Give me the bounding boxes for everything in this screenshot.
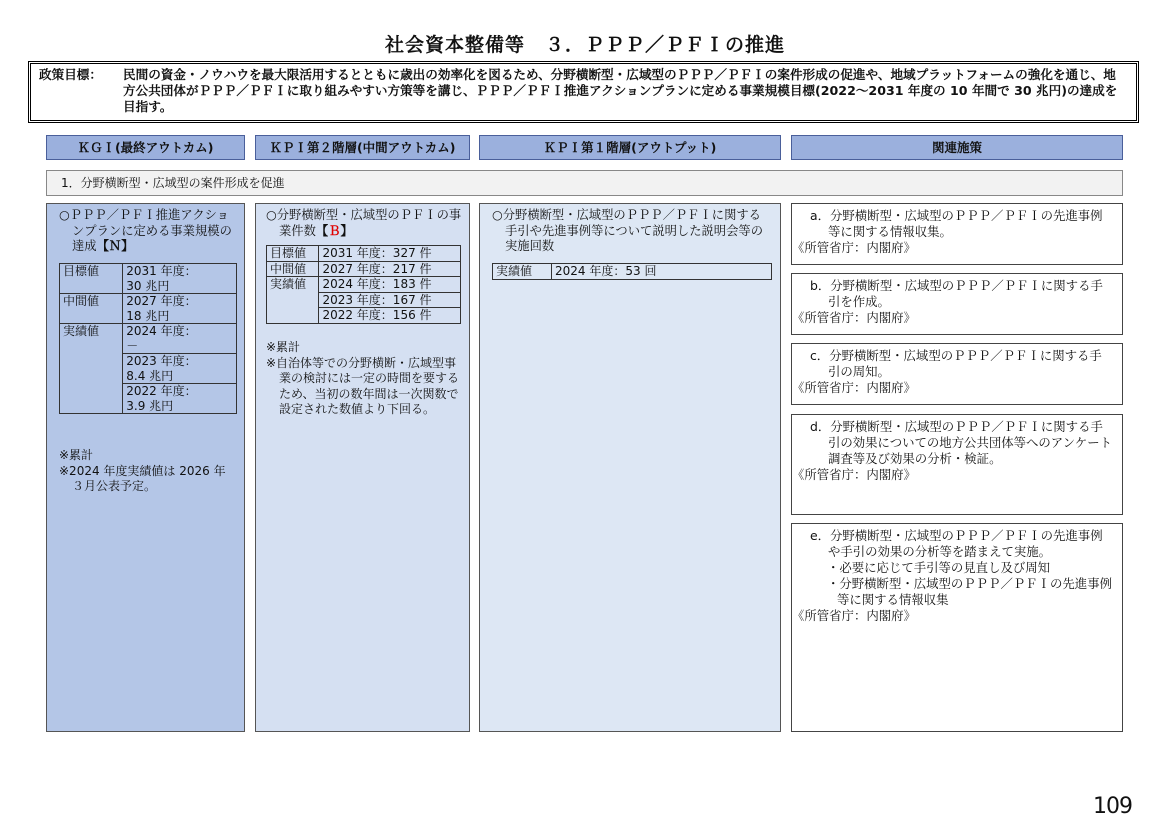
kgi-actual-value-3: 3.9 兆円 (123, 399, 237, 414)
kgi-mid-value: 18 兆円 (123, 309, 237, 324)
kpi1-actual-label: 実績値 (493, 264, 552, 280)
kgi-note-release: ※2024 年度実績値は 2026 年３月公表予定。 (59, 463, 226, 493)
kpi2-column (255, 203, 470, 732)
kpi2-actual-1: 2024 年度：183 件 (319, 277, 461, 293)
kpi1-column (479, 203, 781, 732)
policy-goal-label: 政策目標： (39, 67, 102, 82)
kgi-text: ○ＰＰＰ／ＰＦＩ推進アクションプランに定める事業規模の達成 (59, 208, 232, 253)
policy-goal-text: 民間の資金・ノウハウを最大限活用するとともに歳出の効率化を図るため、分野横断型・広域型のＰＰＰ／ＰＦＩの案件形成の促進や、地域プラットフォームの強化を通じ、地方公共団体がＰＰＰ／ＰＦＩに取り組みやすい方策等を講じ、ＰＰＰ／ＰＦＩ推進アクションプランに定める事業規模目標(2022～2031 年度の 10 年間で 30 兆円)の達成を目指す。 (123, 67, 1118, 114)
kgi-actual-label: 実績値 (60, 324, 123, 414)
section-heading: 1．分野横断型・広域型の案件形成を促進 (46, 170, 1123, 196)
kpi2-actual-2: 2023 年度：167 件 (319, 292, 461, 308)
kpi2-target-value: 2031 年度：327 件 (319, 246, 461, 262)
policy-a-ministry: 《所管省庁：内閣府》 (792, 240, 916, 255)
header-kpi1: ＫＰＩ第１階層(アウトプット) (479, 135, 781, 160)
kgi-tag: 【Ｎ】 (96, 239, 134, 253)
kpi2-actual-label: 実績値 (267, 277, 319, 324)
header-kpi2: ＫＰＩ第２階層(中間アウトカム) (255, 135, 470, 160)
policy-e-text: e．分野横断型・広域型のＰＰＰ／ＰＦＩの先進事例や手引の効果の分析等を踏まえて実施。 (810, 528, 1103, 559)
kgi-notes (59, 448, 237, 495)
kgi-column (46, 203, 245, 732)
policy-goal-box (28, 61, 1139, 123)
policy-c-text: c．分野横断型・広域型のＰＰＰ／ＰＦＩに関する手引の周知。 (810, 348, 1102, 379)
kpi1-text: ○分野横断型・広域型のＰＰＰ／ＰＦＩに関する手引や先進事例等について説明した説明会等の実施回数 (492, 208, 763, 253)
kpi2-description (266, 208, 462, 239)
kgi-target-year: 2031 年度： (123, 264, 237, 279)
kgi-actual-year-1: 2024 年度： (123, 324, 237, 339)
kgi-note-cumulative: ※累計 (59, 448, 94, 462)
policy-item-e (791, 523, 1123, 732)
kgi-actual-value-1: － (123, 339, 237, 354)
kgi-mid-year: 2027 年度： (123, 294, 237, 309)
kpi2-notes (266, 340, 462, 418)
kgi-description (59, 208, 237, 255)
policy-d-ministry: 《所管省庁：内閣府》 (792, 467, 916, 482)
policy-item-c (791, 343, 1123, 405)
kpi1-actual-value: 2024 年度：53 回 (552, 264, 772, 280)
kpi2-values-table (266, 245, 461, 324)
kgi-mid-label: 中間値 (60, 294, 123, 324)
header-kgi: ＫＧＩ(最終アウトカム) (46, 135, 245, 160)
kpi2-tag-open: 【 (315, 223, 329, 238)
policy-a-text: a．分野横断型・広域型のＰＰＰ／ＰＦＩの先進事例等に関する情報収集。 (810, 208, 1103, 239)
kpi2-note-explanation: ※自治体等での分野横断・広域型事業の検討には一定の時間を要するため、当初の数年間は一次関数で設定された数値より下回る。 (266, 355, 460, 416)
kgi-target-value: 30 兆円 (123, 279, 237, 294)
policy-b-text: b．分野横断型・広域型のＰＰＰ／ＰＦＩに関する手引を作成。 (810, 278, 1103, 309)
kpi2-mid-value: 2027 年度：217 件 (319, 261, 461, 277)
kpi2-note-cumulative: ※累計 (266, 340, 301, 354)
kgi-actual-value-2: 8.4 兆円 (123, 369, 237, 384)
policy-c-ministry: 《所管省庁：内閣府》 (792, 380, 916, 395)
page-number: 109 (1093, 794, 1132, 819)
kpi2-mid-label: 中間値 (267, 261, 319, 277)
policy-e-sub-1: ・必要に応じて手引等の見直し及び周知 (827, 560, 1051, 575)
policy-b-ministry: 《所管省庁：内閣府》 (792, 310, 916, 325)
kpi2-text: ○分野横断型・広域型のＰＦＩの事業件数 (266, 208, 462, 238)
policy-e-ministry: 《所管省庁：内閣府》 (792, 608, 916, 623)
policy-item-b (791, 273, 1123, 335)
kgi-actual-year-2: 2023 年度： (123, 354, 237, 369)
kpi1-values-table (492, 263, 772, 280)
kpi2-target-label: 目標値 (267, 246, 319, 262)
kgi-values-table (59, 263, 237, 414)
kpi1-description (492, 208, 772, 255)
policy-e-sub-2: ・分野横断型・広域型のＰＰＰ／ＰＦＩの先進事例等に関する情報収集 (827, 576, 1112, 607)
policy-item-d (791, 414, 1123, 515)
policy-item-a (791, 203, 1123, 265)
kpi2-tag: Ｂ (328, 223, 341, 238)
kpi2-actual-3: 2022 年度：156 件 (319, 308, 461, 324)
header-policies: 関連施策 (791, 135, 1123, 160)
policy-d-text: d．分野横断型・広域型のＰＰＰ／ＰＦＩに関する手引の効果についての地方公共団体等へのアンケート調査等及び効果の分析・検証。 (810, 419, 1112, 466)
kgi-target-label: 目標値 (60, 264, 123, 294)
kpi2-tag-close: 】 (340, 223, 353, 238)
kgi-actual-year-3: 2022 年度： (123, 384, 237, 399)
page-title: 社会資本整備等 ３．ＰＰＰ／ＰＦＩの推進 (384, 34, 785, 56)
